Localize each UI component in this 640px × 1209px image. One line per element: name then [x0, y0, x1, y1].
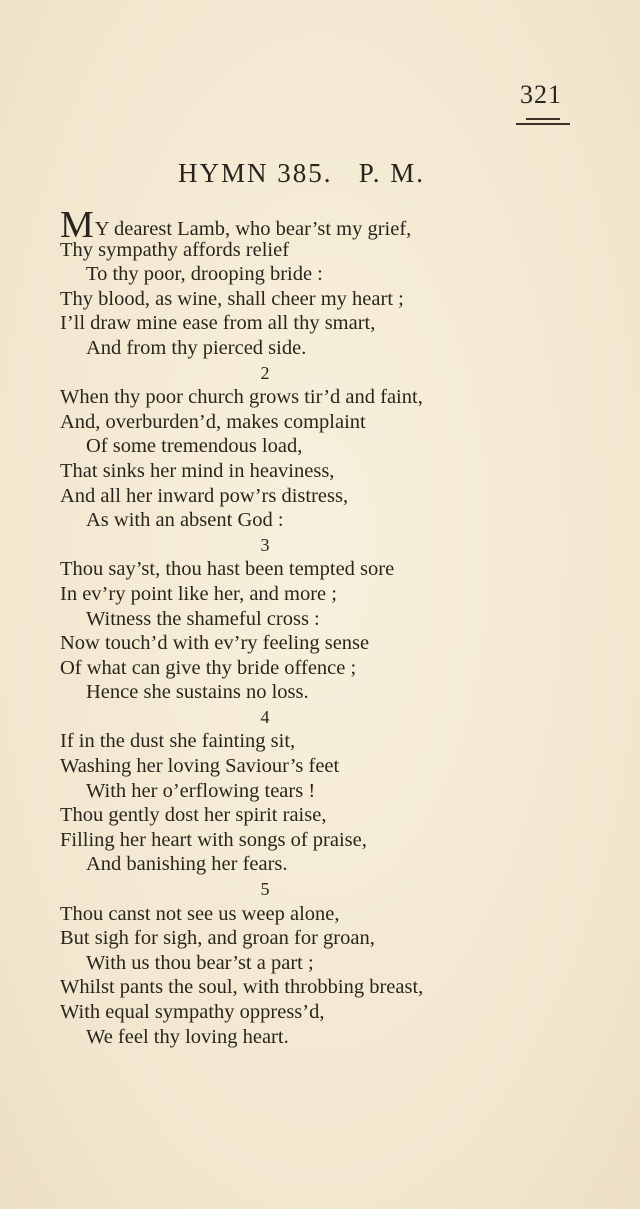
verse-line: In ev’ry point like her, and more ;	[60, 582, 337, 605]
verse-line: Of some tremendous load,	[86, 435, 303, 458]
verse-line: Filling her heart with songs of praise,	[60, 828, 367, 851]
verse-line: As with an absent God :	[86, 509, 284, 532]
verse-line: We feel thy loving heart.	[86, 1025, 289, 1048]
stanza-number: 3	[260, 534, 270, 555]
verse-line: With equal sympathy oppress’d,	[60, 1001, 325, 1023]
verse-line: And, overburden’d, makes complaint	[60, 410, 366, 433]
drop-cap: M	[60, 204, 94, 246]
page-number: 321	[520, 80, 562, 109]
verse-line: Thy sympathy affords relief	[60, 238, 290, 261]
stanza-5	[60, 877, 530, 1049]
verse-line: Witness the shameful cross :	[86, 607, 320, 630]
verse-line: If in the dust she fainting sit,	[60, 730, 296, 753]
verse-line: Thy blood, as wine, shall cheer my heart ;	[60, 287, 404, 310]
verse-line: But sigh for sigh, and groan for groan,	[60, 927, 375, 950]
verse-line: Hence she sustains no loss.	[86, 681, 309, 704]
stanza-3	[60, 533, 530, 705]
stanza-number: 2	[260, 362, 270, 383]
hymn-title: HYMN 385. P. M.	[178, 158, 426, 188]
verse-line: Whilst pants the soul, with throbbing breast,	[60, 976, 424, 999]
stanza-2	[60, 361, 530, 533]
verse-line: With her o’erflowing tears !	[86, 779, 316, 802]
verse-line: Thou say’st, thou hast been tempted sore	[60, 558, 395, 581]
stanza-4	[60, 705, 530, 877]
verse-line: That sinks her mind in heaviness,	[60, 459, 335, 482]
verse-line: Now touch’d with ev’ry feeling sense	[60, 632, 370, 655]
stanza-1	[60, 204, 530, 361]
verse-line: Thou canst not see us weep alone,	[60, 902, 340, 925]
verse-line: MY dearest Lamb, who bear’st my grief,	[60, 204, 412, 246]
verse-line: Washing her loving Saviour’s feet	[60, 755, 340, 778]
verse-line: With us thou bear’st a part ;	[86, 951, 314, 974]
verse-line: And from thy pierced side.	[86, 336, 307, 359]
verse-line: I’ll draw mine ease from all thy smart,	[60, 312, 376, 335]
verse-line: To thy poor, drooping bride :	[86, 263, 323, 286]
stanza-number: 5	[260, 879, 270, 900]
verse-line: Thou gently dost her spirit raise,	[60, 804, 327, 827]
verse-line: When thy poor church grows tir’d and faint,	[60, 386, 423, 409]
page-number-rule	[516, 118, 570, 128]
stanza-number: 4	[260, 706, 270, 727]
verse-line: And all her inward pow’rs distress,	[60, 484, 349, 507]
verse-line: Of what can give thy bride offence ;	[60, 656, 357, 679]
verse-line: And banishing her fears.	[86, 853, 288, 876]
hymn-text	[60, 204, 530, 1049]
